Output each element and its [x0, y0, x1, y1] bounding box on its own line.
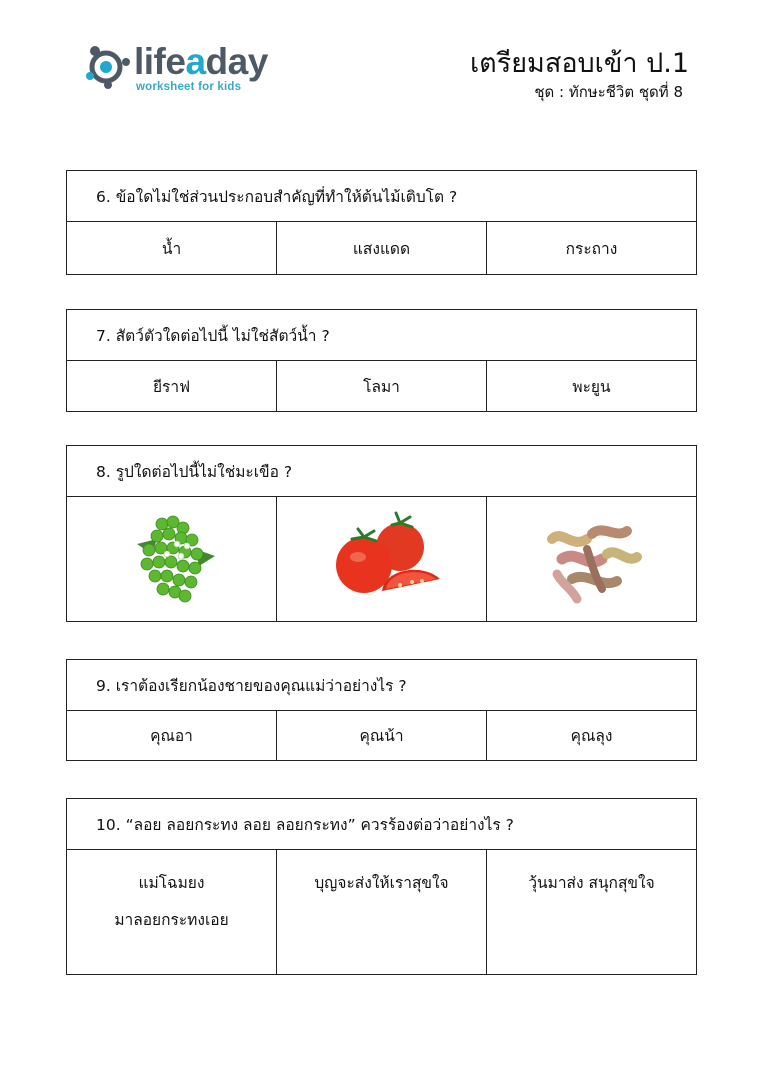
question-9-text: 9. เราต้องเรียกน้องชายของคุณแม่ว่าอย่างไร ? [67, 660, 696, 711]
question-10-option-1-line-2: มาลอยกระทงเอย [114, 911, 229, 929]
question-10-option-2-text: บุญจะส่งให้เราสุขใจ [314, 874, 449, 892]
page-title: เตรียมสอบเข้า ป.1 [469, 48, 689, 79]
question-8-text: 8. รูปใดต่อไปนี้ไม่ใช่มะเขือ ? [67, 446, 696, 497]
logo-wordmark: lifeaday [134, 41, 268, 82]
pea-eggplant-image [117, 504, 227, 614]
tamarind-image [532, 509, 652, 609]
logo-subtext: worksheet for kids [136, 81, 242, 93]
question-9-option-1[interactable]: คุณอา [150, 727, 193, 745]
question-9-option-3[interactable]: คุณลุง [486, 711, 696, 760]
question-7-option-2[interactable]: โลมา [276, 361, 486, 411]
question-7-text: 7. สัตว์ตัวใดต่อไปนี้ ไม่ใช่สัตว์น้ำ ? [67, 310, 696, 361]
question-10-text: 10. “ลอย ลอยกระทง ลอย ลอยกระทง” ควรร้องต่อว่าอย่างไร ? [67, 799, 696, 850]
question-8-option-2[interactable] [276, 497, 486, 621]
question-6-option-1[interactable]: น้ำ [161, 239, 182, 258]
question-9-option-2[interactable]: คุณน้า [276, 711, 486, 760]
question-7-option-1[interactable]: ยีราฟ [152, 377, 191, 396]
question-10-option-1[interactable] [67, 850, 276, 974]
question-7 [66, 309, 697, 412]
question-9 [66, 659, 697, 761]
question-10-option-3[interactable] [486, 850, 696, 974]
question-8-option-3[interactable] [486, 497, 696, 621]
question-10-option-2[interactable] [276, 850, 486, 974]
question-7-option-3[interactable]: พะยูน [486, 361, 696, 411]
page-subtitle: ชุด : ทักษะชีวิต ชุดที่ 8 [534, 83, 683, 101]
question-6 [66, 170, 697, 275]
question-8 [66, 445, 697, 622]
logo-molecule-icon [82, 40, 132, 90]
question-6-option-3[interactable]: กระถาง [486, 222, 696, 274]
question-6-option-2[interactable]: แสงแดด [276, 222, 486, 274]
question-10-option-3-text: วุ้นมาส่ง สนุกสุขใจ [528, 874, 655, 892]
question-6-text: 6. ข้อใดไม่ใช่ส่วนประกอบสำคัญที่ทำให้ต้นไม้เติบโต ? [67, 171, 696, 222]
tomato-image [322, 509, 442, 609]
question-10-option-1-line-1: แม่โฉมยง [138, 874, 205, 892]
lifeaday-logo [82, 38, 282, 98]
question-10 [66, 798, 697, 975]
question-8-option-1[interactable] [67, 497, 276, 621]
